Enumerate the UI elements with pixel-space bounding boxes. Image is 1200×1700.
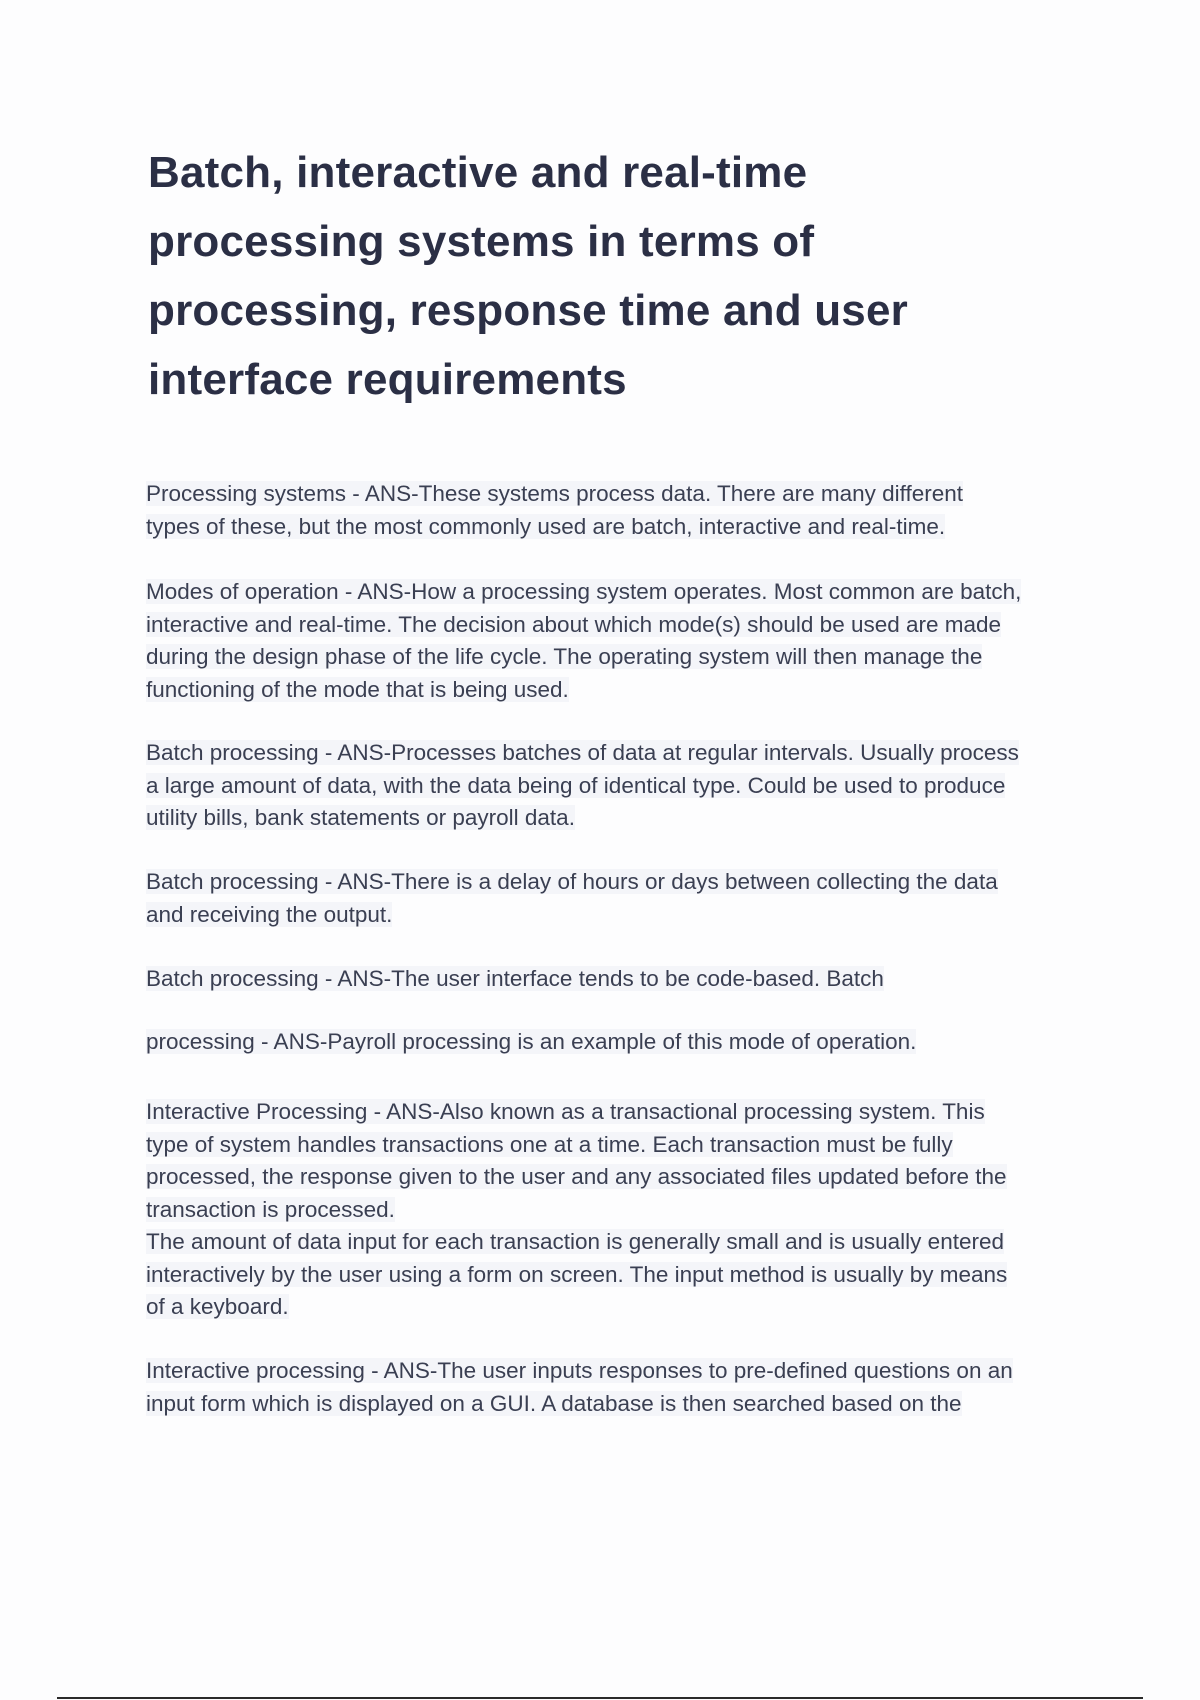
- paragraph-modes-of-operation: [146, 576, 1096, 706]
- page-bottom-divider: [57, 1697, 1143, 1699]
- text-line: processing - ANS-Payroll processing is an example of this mode of operation.: [146, 1029, 917, 1054]
- text-line: type of system handles transactions one at a time. Each transaction must be fully: [146, 1131, 953, 1157]
- paragraph-batch-processing-2: [146, 866, 1096, 931]
- text-line: Batch processing - ANS-The user interface tends to be code-based. Batch: [146, 966, 884, 991]
- text-line: Interactive processing - ANS-The user inputs responses to pre-defined questions on an: [146, 1358, 1013, 1383]
- paragraph-batch-processing-4: [146, 1026, 1096, 1059]
- text-line: processed, the response given to the user and any associated files updated before the: [146, 1164, 1007, 1189]
- paragraph-processing-systems: [146, 478, 1096, 543]
- paragraph-interactive-processing-2: [146, 1355, 1096, 1420]
- text-line: interactively by the user using a form on screen. The input method is usually by means: [146, 1261, 1008, 1287]
- paragraph-batch-processing-1: [146, 737, 1096, 835]
- text-line: Modes of operation - ANS-How a processing system operates. Most common are batch,: [146, 579, 1022, 604]
- text-line: The amount of data input for each transaction is generally small and is usually entered: [146, 1229, 1004, 1254]
- paragraph-batch-processing-3: [146, 963, 1096, 996]
- text-line: during the design phase of the life cycle. The operating system will then manage the: [146, 644, 983, 669]
- text-line: transaction is processed.: [146, 1196, 395, 1222]
- paragraph-interactive-processing-1: [146, 1096, 1096, 1324]
- text-line: types of these, but the most commonly used are batch, interactive and real-time.: [146, 513, 946, 539]
- text-line: interactive and real-time. The decision about which mode(s) should be used are made: [146, 611, 1002, 637]
- text-line: a large amount of data, with the data being of identical type. Could be used to produce: [146, 772, 1006, 798]
- text-line: and receiving the output.: [146, 901, 393, 927]
- text-line: utility bills, bank statements or payroll data.: [146, 805, 575, 830]
- text-line: Processing systems - ANS-These systems process data. There are many different: [146, 481, 963, 506]
- text-line: of a keyboard.: [146, 1294, 289, 1319]
- text-line: Interactive Processing - ANS-Also known as a transactional processing system. This: [146, 1099, 985, 1124]
- text-line: Batch processing - ANS-Processes batches of data at regular intervals. Usually process: [146, 740, 1019, 765]
- text-line: functioning of the mode that is being used.: [146, 676, 569, 702]
- page-title: Batch, interactive and real-time processing systems in terms of processing, response time and user interface requirements: [148, 148, 908, 404]
- text-line: input form which is displayed on a GUI. A database is then searched based on the: [146, 1390, 962, 1416]
- text-line: Batch processing - ANS-There is a delay of hours or days between collecting the data: [146, 869, 998, 894]
